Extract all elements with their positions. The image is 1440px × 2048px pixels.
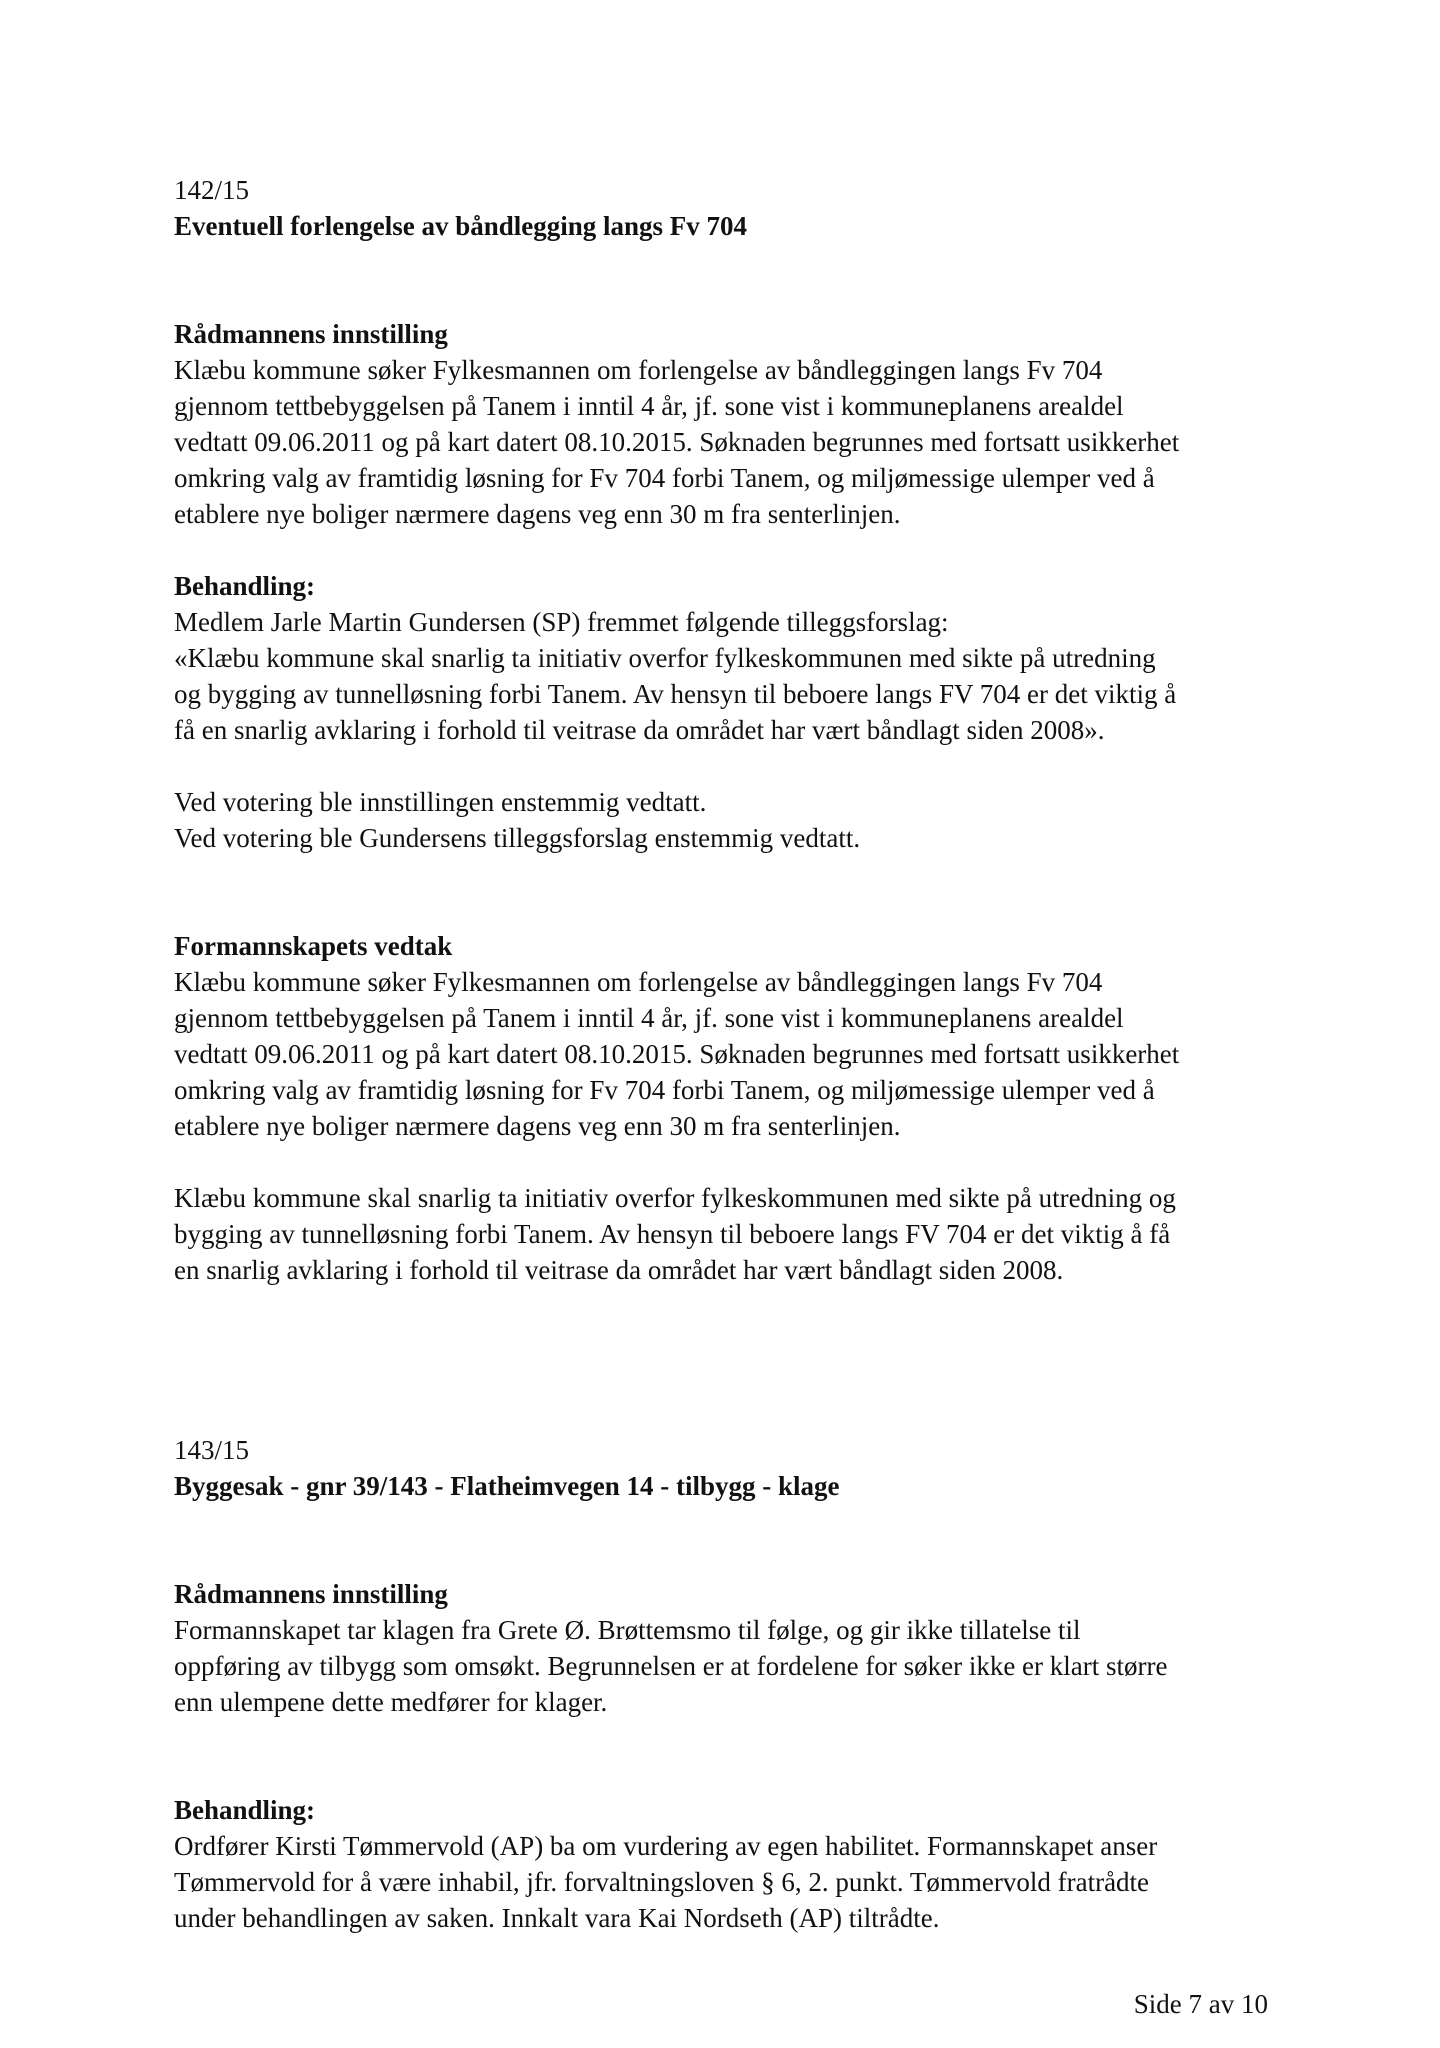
- case-143-15: [174, 1432, 1294, 1936]
- text-line: en snarlig avklaring i forhold til veitrase da området har vært båndlagt siden 2008.: [174, 1255, 1064, 1285]
- spacer: [174, 1504, 1294, 1576]
- text-line: Ordfører Kirsti Tømmervold (AP) ba om vurdering av egen habilitet. Formannskapet anser: [174, 1831, 1158, 1861]
- behandling-heading: Behandling:: [174, 571, 316, 601]
- vedtak-paragraph-2: [174, 1180, 1294, 1288]
- text-line: omkring valg av framtidig løsning for Fv 704 forbi Tanem, og miljømessige ulemper ved å: [174, 463, 1155, 493]
- spacer: [174, 532, 1294, 568]
- radmann-heading: Rådmannens innstilling: [174, 319, 448, 349]
- spacer: [174, 856, 1294, 928]
- case-title: Byggesak - gnr 39/143 - Flatheimvegen 14 - tilbygg - klage: [174, 1471, 840, 1501]
- text-line: gjennom tettbebyggelsen på Tanem i inntil 4 år, jf. sone vist i kommuneplanens arealdel: [174, 391, 1124, 421]
- text-line: bygging av tunnelløsning forbi Tanem. Av hensyn til beboere langs FV 704 er det viktig å få: [174, 1219, 1171, 1249]
- page-content: [174, 172, 1294, 1936]
- behandling-paragraph: [174, 604, 1294, 748]
- text-line: gjennom tettbebyggelsen på Tanem i inntil 4 år, jf. sone vist i kommuneplanens arealdel: [174, 1003, 1124, 1033]
- text-line: «Klæbu kommune skal snarlig ta initiativ overfor fylkeskommunen med sikte på utredning: [174, 643, 1156, 673]
- text-line: under behandlingen av saken. Innkalt vara Kai Nordseth (AP) tiltrådte.: [174, 1903, 940, 1933]
- text-line: Ved votering ble Gundersens tilleggsforslag enstemmig vedtatt.: [174, 823, 861, 853]
- text-line: Tømmervold for å være inhabil, jfr. forvaltningsloven § 6, 2. punkt. Tømmervold fratrådte: [174, 1867, 1150, 1897]
- radmann-paragraph: [174, 352, 1294, 532]
- spacer: [174, 1144, 1294, 1180]
- text-line: etablere nye boliger nærmere dagens veg enn 30 m fra senterlinjen.: [174, 1111, 901, 1141]
- spacer: [174, 748, 1294, 784]
- case-title: Eventuell forlengelse av båndlegging langs Fv 704: [174, 211, 748, 241]
- text-line: få en snarlig avklaring i forhold til veitrase da området har vært båndlagt siden 2008».: [174, 715, 1105, 745]
- case-number: 143/15: [174, 1435, 250, 1465]
- votering-paragraph: [174, 784, 1294, 856]
- vedtak-heading: Formannskapets vedtak: [174, 931, 453, 961]
- radmann-heading: Rådmannens innstilling: [174, 1579, 448, 1609]
- text-line: Klæbu kommune søker Fylkesmannen om forlengelse av båndleggingen langs Fv 704: [174, 967, 1103, 997]
- text-line: Ved votering ble innstillingen enstemmig vedtatt.: [174, 787, 707, 817]
- text-line: Klæbu kommune søker Fylkesmannen om forlengelse av båndleggingen langs Fv 704: [174, 355, 1103, 385]
- behandling-paragraph: [174, 1828, 1294, 1936]
- case-142-15: [174, 172, 1294, 1288]
- text-line: vedtatt 09.06.2011 og på kart datert 08.10.2015. Søknaden begrunnes med fortsatt usikkerhet: [174, 427, 1180, 457]
- page-number: Side 7 av 10: [1133, 1989, 1268, 2019]
- text-line: Klæbu kommune skal snarlig ta initiativ overfor fylkeskommunen med sikte på utredning og: [174, 1183, 1176, 1213]
- text-line: vedtatt 09.06.2011 og på kart datert 08.10.2015. Søknaden begrunnes med fortsatt usikkerhet: [174, 1039, 1180, 1069]
- case-number: 142/15: [174, 175, 250, 205]
- text-line: omkring valg av framtidig løsning for Fv 704 forbi Tanem, og miljømessige ulemper ved å: [174, 1075, 1155, 1105]
- text-line: enn ulempene dette medfører for klager.: [174, 1687, 608, 1717]
- radmann-paragraph: [174, 1612, 1294, 1720]
- vedtak-paragraph: [174, 964, 1294, 1144]
- behandling-heading: Behandling:: [174, 1795, 316, 1825]
- text-line: Formannskapet tar klagen fra Grete Ø. Brøttemsmo til følge, og gir ikke tillatelse til: [174, 1615, 1081, 1645]
- text-line: Medlem Jarle Martin Gundersen (SP) fremmet følgende tilleggsforslag:: [174, 607, 949, 637]
- spacer: [174, 1720, 1294, 1792]
- spacer: [174, 1288, 1294, 1432]
- text-line: etablere nye boliger nærmere dagens veg enn 30 m fra senterlinjen.: [174, 499, 901, 529]
- text-line: oppføring av tilbygg som omsøkt. Begrunnelsen er at fordelene for søker ikke er klart større: [174, 1651, 1168, 1681]
- spacer: [174, 244, 1294, 316]
- text-line: og bygging av tunnelløsning forbi Tanem. Av hensyn til beboere langs FV 704 er det viktig å: [174, 679, 1177, 709]
